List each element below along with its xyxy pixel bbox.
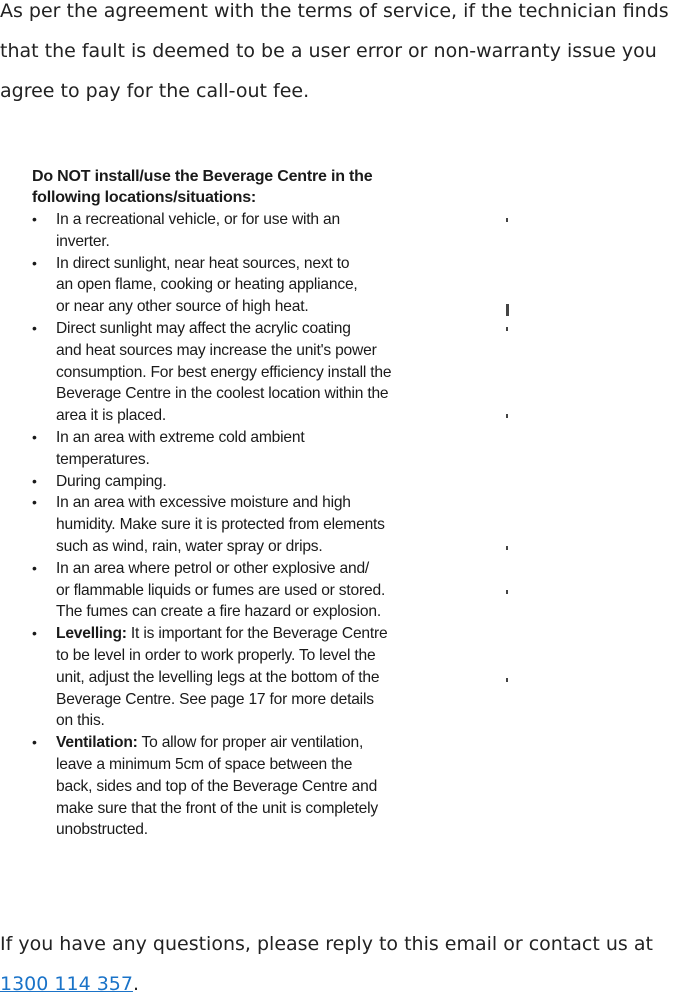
notice-item-lead: Levelling: [56,625,127,643]
notice-item-line: to be level in order to work properly. To level the [56,646,376,664]
notice-item-camping [20,471,391,493]
notice-item-line: or flammable liquids or fumes are used or stored. [56,581,386,599]
notice-heading-line: Do NOT install/use the Beverage Centre in the [32,168,373,185]
notice-item-line [56,623,391,645]
notice-item-moisture [20,492,391,557]
margin-mark [506,218,508,222]
notice-heading-line: following locations/situations: [32,189,257,206]
notice-item-line: back, sides and top of the Beverage Centre and [56,777,378,795]
notice-item-line: an open flame, cooking or heating appliance, [56,276,358,294]
notice-item-extreme-cold [20,427,391,471]
notice-item-line: inverter. [56,232,110,250]
notice-heading [32,166,372,208]
notice-item-acrylic-coating [20,318,391,427]
notice-item-line: • In an area with excessive moisture and high [56,494,351,512]
notice-item-line: • In an area where petrol or other explosive and/ [56,559,370,577]
notice-item-line: unobstructed. [56,821,148,839]
margin-mark [506,414,508,418]
margin-mark [506,304,509,316]
notice-item-line: or near any other source of high heat. [56,298,309,316]
notice-item-line: consumption. For best energy efficiency install the [56,363,392,381]
notice-item-line [56,732,391,754]
notice-item-line: • In direct sunlight, near heat sources, next to [56,254,350,272]
margin-mark [506,546,508,550]
intro-paragraph: As per the agreement with the terms of service, if the technician finds that the fault is deemed to be a user error or non-warranty issue you agree to pay for the call-out fee. [0,0,669,102]
notice-item-line: The fumes can create a fire hazard or explosion. [56,603,381,621]
notice-item-flammable [20,558,391,623]
notice-item-text: To allow for proper air ventilation, [137,734,364,752]
notice-item-line: on this. [56,712,105,730]
notice-list [20,209,391,841]
notice-item-recreational-vehicle [20,209,391,253]
contact-suffix: . [132,973,140,995]
notice-item-levelling [20,623,391,732]
notice-item-direct-sunlight [20,253,391,318]
notice-item-text: It is important for the Beverage Centre [126,625,388,643]
notice-item-line: area it is placed. [56,407,166,425]
notice-item-line: leave a minimum 5cm of space between the [56,755,353,773]
notice-item-line: • In a recreational vehicle, or for use with an [56,211,340,228]
notice-item-line: Beverage Centre in the coolest location within the [56,385,389,403]
notice-item-line: and heat sources may increase the unit's power [56,341,377,359]
notice-item-line: • During camping. [56,472,167,490]
notice-item-line: Beverage Centre. See page 17 for more details [56,690,374,708]
contact-text: If you have any questions, please reply to this email or contact us at [0,933,653,955]
notice-item-line: humidity. Make sure it is protected from elements [56,516,385,534]
installation-notice-image [20,160,496,850]
margin-mark [506,327,508,331]
notice-item-line: such as wind, rain, water spray or drips. [56,537,323,555]
notice-item-line: unit, adjust the levelling legs at the bottom of the [56,668,380,686]
phone-link[interactable]: 1300 114 357 [0,973,133,995]
notice-item-lead: Ventilation: [56,734,138,752]
notice-item-line: • Direct sunlight may affect the acrylic coating [56,319,351,337]
notice-item-line: make sure that the front of the unit is completely [56,799,378,817]
notice-item-ventilation [20,732,391,841]
notice-item-line: • In an area with extreme cold ambient [56,428,305,446]
contact-paragraph [0,924,676,1004]
margin-mark [506,590,508,594]
notice-item-line: temperatures. [56,450,150,468]
margin-mark [506,678,508,682]
